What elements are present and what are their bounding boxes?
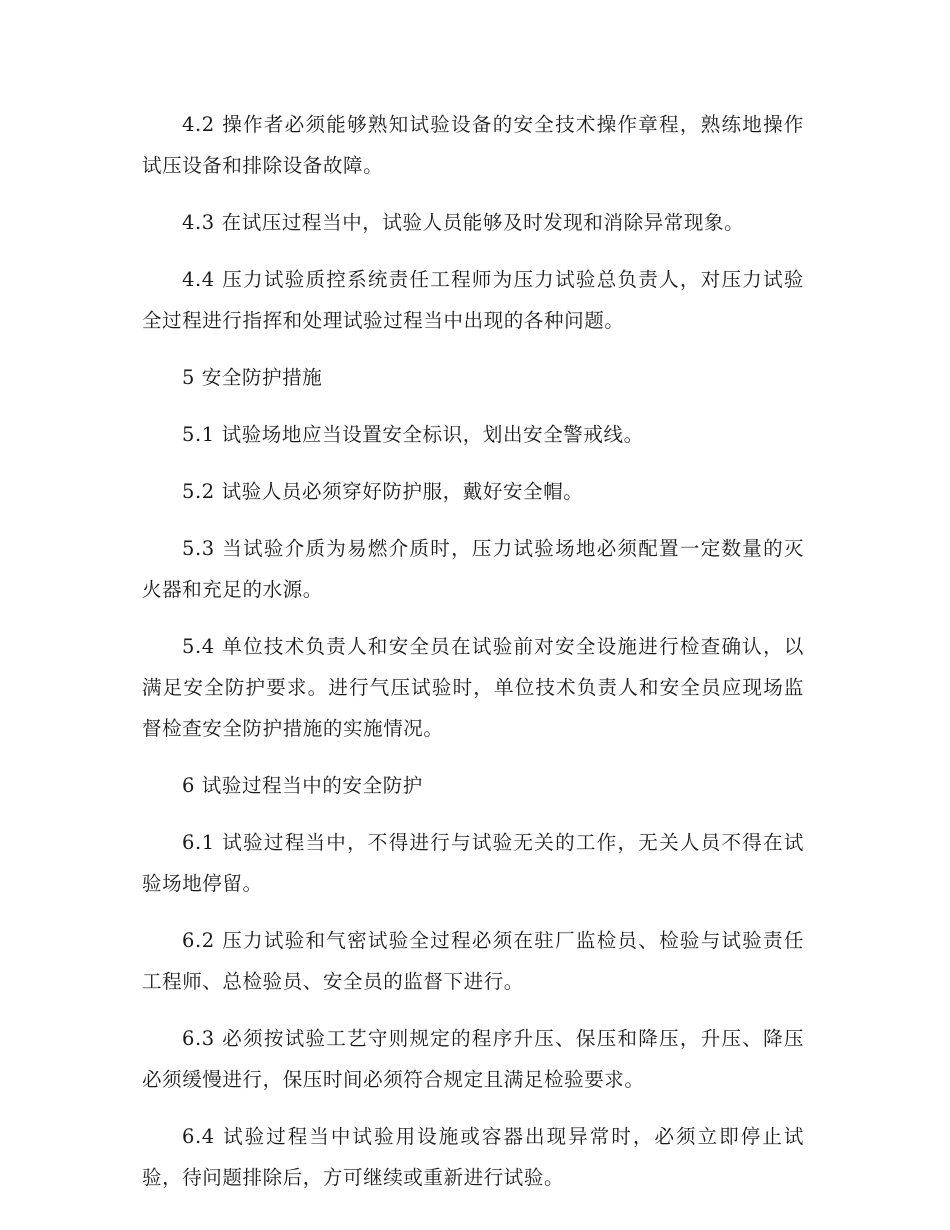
paragraph-5-3: 5.3 当试验介质为易燃介质时，压力试验场地必须配置一定数量的灭火器和充足的水源。 bbox=[142, 537, 804, 601]
paragraph-4-2: 4.2 操作者必须能够熟知试验设备的安全技术操作章程，熟练地操作试压设备和排除设备故障。 bbox=[142, 113, 804, 177]
paragraph-6-1: 6.1 试验过程当中，不得进行与试验无关的工作，无关人员不得在试验场地停留。 bbox=[142, 831, 804, 895]
paragraph-6-3: 6.3 必须按试验工艺守则规定的程序升压、保压和降压，升压、降压必须缓慢进行，保压时间必须符合规定且满足检验要求。 bbox=[142, 1027, 804, 1091]
paragraph-4-3: 4.3 在试压过程当中，试验人员能够及时发现和消除异常现象。 bbox=[182, 211, 745, 234]
document-body bbox=[142, 104, 804, 1214]
paragraph-5-2: 5.2 试验人员必须穿好防护服，戴好安全帽。 bbox=[182, 480, 584, 503]
paragraph-6-4: 6.4 试验过程当中试验用设施或容器出现异常时，必须立即停止试验，待问题排除后，方可继续或重新进行试验。 bbox=[142, 1125, 804, 1189]
section-heading-6: 6 试验过程当中的安全防护 bbox=[182, 774, 423, 797]
paragraph-5-4: 5.4 单位技术负责人和安全员在试验前对安全设施进行检查确认，以满足安全防护要求。进行气压试验时，单位技术负责人和安全员应现场监督检查安全防护措施的实施情况。 bbox=[142, 635, 804, 740]
paragraph-5-1: 5.1 试验场地应当设置安全标识，划出安全警戒线。 bbox=[182, 423, 644, 446]
paragraph-4-4: 4.4 压力试验质控系统责任工程师为压力试验总负责人，对压力试验全过程进行指挥和处理试验过程当中出现的各种问题。 bbox=[142, 268, 804, 332]
section-heading-5: 5 安全防护措施 bbox=[182, 366, 323, 389]
paragraph-6-2: 6.2 压力试验和气密试验全过程必须在驻厂监检员、检验与试验责任工程师、总检验员、安全员的监督下进行。 bbox=[142, 929, 804, 993]
